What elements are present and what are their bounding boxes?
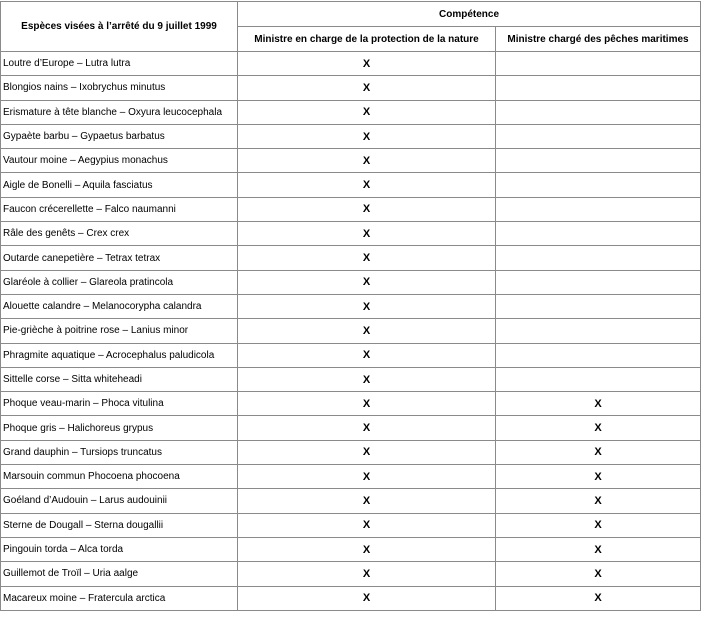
table-row xyxy=(1,392,701,416)
species-name-cell: Glaréole à collier – Glareola pratincola xyxy=(1,270,238,294)
nature-competence-cell: X xyxy=(238,562,496,586)
peches-competence-cell: X xyxy=(496,513,701,537)
nature-competence-cell: X xyxy=(238,124,496,148)
table-row xyxy=(1,76,701,100)
species-name-cell: Pie-grièche à poitrine rose – Lanius minor xyxy=(1,319,238,343)
species-name-cell: Pingouin torda – Alca torda xyxy=(1,537,238,561)
peches-competence-cell xyxy=(496,197,701,221)
table-row xyxy=(1,52,701,76)
peches-competence-cell: X xyxy=(496,489,701,513)
nature-competence-cell: X xyxy=(238,246,496,270)
species-name-cell: Râle des genêts – Crex crex xyxy=(1,222,238,246)
nature-competence-cell: X xyxy=(238,149,496,173)
species-name-cell: Phragmite aquatique – Acrocephalus paludicola xyxy=(1,343,238,367)
nature-competence-cell: X xyxy=(238,343,496,367)
table-row xyxy=(1,513,701,537)
species-name-cell: Marsouin commun Phocoena phocoena xyxy=(1,465,238,489)
nature-competence-cell: X xyxy=(238,416,496,440)
nature-competence-cell: X xyxy=(238,173,496,197)
species-name-cell: Macareux moine – Fratercula arctica xyxy=(1,586,238,610)
nature-competence-cell: X xyxy=(238,270,496,294)
table-row xyxy=(1,586,701,610)
peches-competence-cell xyxy=(496,124,701,148)
peches-competence-cell xyxy=(496,76,701,100)
peches-competence-cell: X xyxy=(496,416,701,440)
species-name-cell: Phoque veau-marin – Phoca vitulina xyxy=(1,392,238,416)
nature-competence-cell: X xyxy=(238,440,496,464)
table-row xyxy=(1,270,701,294)
peches-competence-cell: X xyxy=(496,392,701,416)
nature-competence-cell: X xyxy=(238,76,496,100)
species-name-cell: Goéland d’Audouin – Larus audouinii xyxy=(1,489,238,513)
table-row xyxy=(1,465,701,489)
table-row xyxy=(1,319,701,343)
species-name-cell: Sittelle corse – Sitta whiteheadi xyxy=(1,367,238,391)
nature-competence-cell: X xyxy=(238,392,496,416)
peches-competence-cell xyxy=(496,294,701,318)
nature-competence-cell: X xyxy=(238,489,496,513)
nature-competence-cell: X xyxy=(238,367,496,391)
nature-competence-cell: X xyxy=(238,513,496,537)
peches-competence-cell xyxy=(496,343,701,367)
table-row xyxy=(1,294,701,318)
peches-competence-cell: X xyxy=(496,537,701,561)
nature-competence-cell: X xyxy=(238,197,496,221)
species-name-cell: Grand dauphin – Tursiops truncatus xyxy=(1,440,238,464)
table-row xyxy=(1,246,701,270)
table-row xyxy=(1,367,701,391)
peches-competence-cell xyxy=(496,367,701,391)
nature-competence-cell: X xyxy=(238,319,496,343)
peches-competence-cell xyxy=(496,246,701,270)
species-name-cell: Phoque gris – Halichoreus grypus xyxy=(1,416,238,440)
species-name-cell: Blongios nains – Ixobrychus minutus xyxy=(1,76,238,100)
column-header-peches: Ministre chargé des pêches maritimes xyxy=(496,27,701,52)
table-row xyxy=(1,416,701,440)
species-name-cell: Alouette calandre – Melanocorypha calandra xyxy=(1,294,238,318)
species-name-cell: Vautour moine – Aegypius monachus xyxy=(1,149,238,173)
species-header: Espèces visées à l’arrêté du 9 juillet 1999 xyxy=(1,2,238,52)
species-name-cell: Outarde canepetière – Tetrax tetrax xyxy=(1,246,238,270)
species-name-cell: Aigle de Bonelli – Aquila fasciatus xyxy=(1,173,238,197)
peches-competence-cell xyxy=(496,319,701,343)
table-row xyxy=(1,197,701,221)
species-name-cell: Faucon crécerellette – Falco naumanni xyxy=(1,197,238,221)
table-row xyxy=(1,537,701,561)
species-name-cell: Erismature à tête blanche – Oxyura leucocephala xyxy=(1,100,238,124)
peches-competence-cell xyxy=(496,52,701,76)
table-row xyxy=(1,222,701,246)
species-name-cell: Guillemot de Troïl – Uria aalge xyxy=(1,562,238,586)
table-row xyxy=(1,562,701,586)
table-row xyxy=(1,173,701,197)
peches-competence-cell: X xyxy=(496,440,701,464)
table-row xyxy=(1,440,701,464)
table-row xyxy=(1,124,701,148)
table-row xyxy=(1,489,701,513)
species-name-cell: Sterne de Dougall – Sterna dougallii xyxy=(1,513,238,537)
peches-competence-cell xyxy=(496,100,701,124)
nature-competence-cell: X xyxy=(238,294,496,318)
peches-competence-cell: X xyxy=(496,465,701,489)
table-row xyxy=(1,149,701,173)
nature-competence-cell: X xyxy=(238,100,496,124)
competence-table xyxy=(0,1,701,611)
competence-header: Compétence xyxy=(238,2,701,27)
nature-competence-cell: X xyxy=(238,465,496,489)
column-header-nature: Ministre en charge de la protection de la nature xyxy=(238,27,496,52)
nature-competence-cell: X xyxy=(238,52,496,76)
nature-competence-cell: X xyxy=(238,222,496,246)
species-name-cell: Gypaète barbu – Gypaetus barbatus xyxy=(1,124,238,148)
table-row xyxy=(1,343,701,367)
peches-competence-cell xyxy=(496,173,701,197)
species-name-cell: Loutre d’Europe – Lutra lutra xyxy=(1,52,238,76)
peches-competence-cell xyxy=(496,149,701,173)
peches-competence-cell: X xyxy=(496,586,701,610)
table-row xyxy=(1,100,701,124)
peches-competence-cell xyxy=(496,270,701,294)
peches-competence-cell xyxy=(496,222,701,246)
nature-competence-cell: X xyxy=(238,586,496,610)
peches-competence-cell: X xyxy=(496,562,701,586)
nature-competence-cell: X xyxy=(238,537,496,561)
